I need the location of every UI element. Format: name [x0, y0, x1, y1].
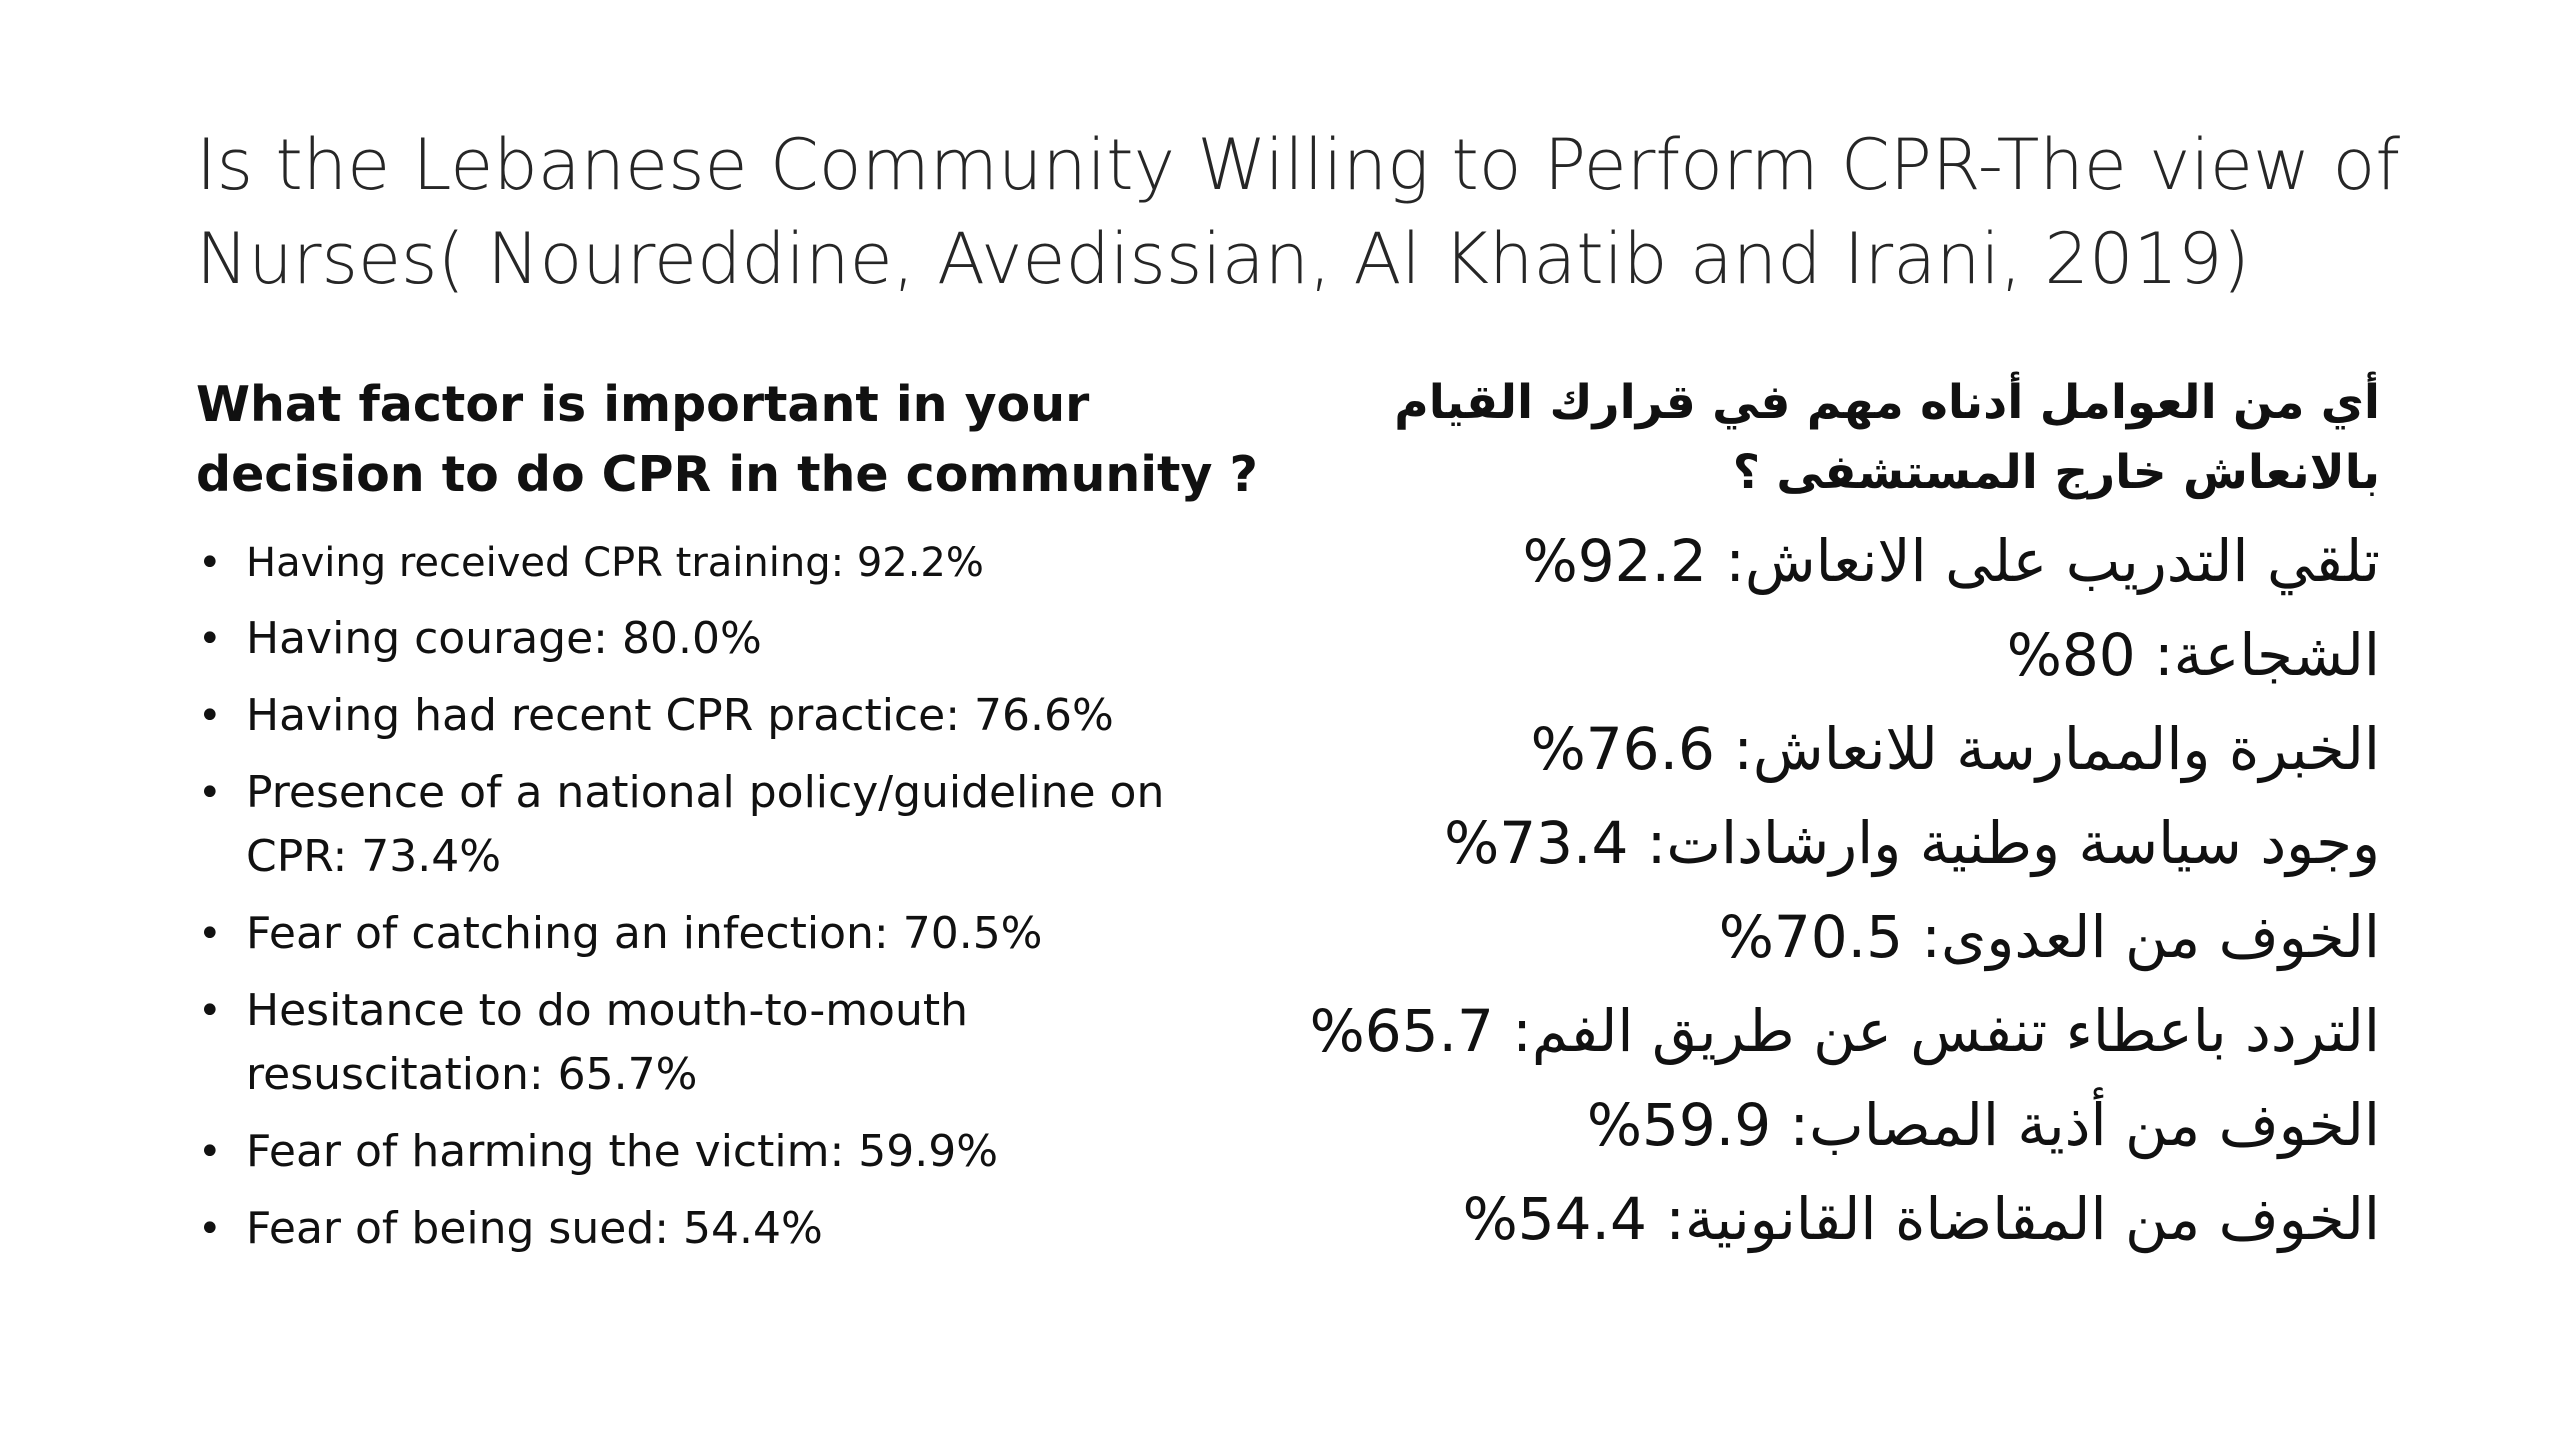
english-factor-text: Fear of catching an infection: 70.5%: [246, 908, 1043, 959]
english-factor-item: [196, 684, 1276, 748]
english-factor-text: Having courage: 80.0%: [246, 613, 762, 664]
arabic-factor-item: التردد باعطاء تنفس عن طريق الفم: 65.7%: [1309, 997, 2380, 1065]
slide-title-line-1: Is the Lebanese Community Willing to Perform CPR-The view of: [196, 124, 2400, 206]
slide-title-line-2: Nurses( Noureddine, Avedissian, Al Khatib and Irani, 2019): [196, 218, 2250, 300]
arabic-question: أي من العوامل أدناه مهم في قرارك القيام بالانعاش خارج المستشفى ؟: [1394, 375, 2380, 500]
english-factor-text: Having received CPR training: 92.2%: [246, 540, 984, 586]
arabic-factor-item: الشجاعة: 80%: [2006, 621, 2380, 689]
bullet-icon: •: [198, 540, 222, 586]
bullet-icon: •: [198, 770, 222, 816]
english-factor-text: Having had recent CPR practice: 76.6%: [246, 690, 1114, 741]
bullet-icon: •: [198, 1206, 222, 1252]
bullet-icon: •: [198, 1129, 222, 1175]
arabic-factor-item: الخوف من المقاضاة القانونية: 54.4%: [1462, 1185, 2380, 1253]
english-factor-text: Hesitance to do mouth-to-mouth resuscitation: 65.7%: [246, 985, 969, 1100]
english-factor-text: Fear of being sued: 54.4%: [246, 1203, 823, 1254]
english-column: [196, 370, 1276, 1274]
bullet-icon: •: [198, 988, 222, 1034]
english-factor-item: [196, 902, 1276, 966]
bullet-icon: •: [198, 693, 222, 739]
english-factor-item: [196, 1197, 1276, 1261]
arabic-factor-list: [1300, 514, 2380, 1266]
english-factor-item: [196, 1120, 1276, 1184]
english-factor-list: [196, 532, 1276, 1261]
arabic-factor-item: وجود سياسة وطنية وارشادات: 73.4%: [1444, 809, 2380, 877]
slide-title: [196, 118, 2400, 306]
english-factor-item: [196, 761, 1276, 889]
english-factor-text: Fear of harming the victim: 59.9%: [246, 1126, 999, 1177]
english-factor-text: Presence of a national policy/guideline on CPR: 73.4%: [246, 767, 1165, 882]
english-factor-item: [196, 532, 1276, 594]
arabic-factor-item: الخوف من العدوى: 70.5%: [1718, 903, 2380, 971]
arabic-column: [1300, 368, 2380, 1266]
arabic-factor-item: الخوف من أذية المصاب: 59.9%: [1586, 1091, 2380, 1159]
arabic-factor-item: الخبرة والممارسة للانعاش: 76.6%: [1530, 715, 2380, 783]
english-question: What factor is important in your decision to do CPR in the community ?: [196, 376, 1258, 503]
english-factor-item: [196, 979, 1276, 1107]
bullet-icon: •: [198, 911, 222, 957]
arabic-factor-item: تلقي التدريب على الانعاش: 92.2%: [1522, 527, 2380, 595]
english-factor-item: [196, 607, 1276, 671]
bullet-icon: •: [198, 616, 222, 662]
